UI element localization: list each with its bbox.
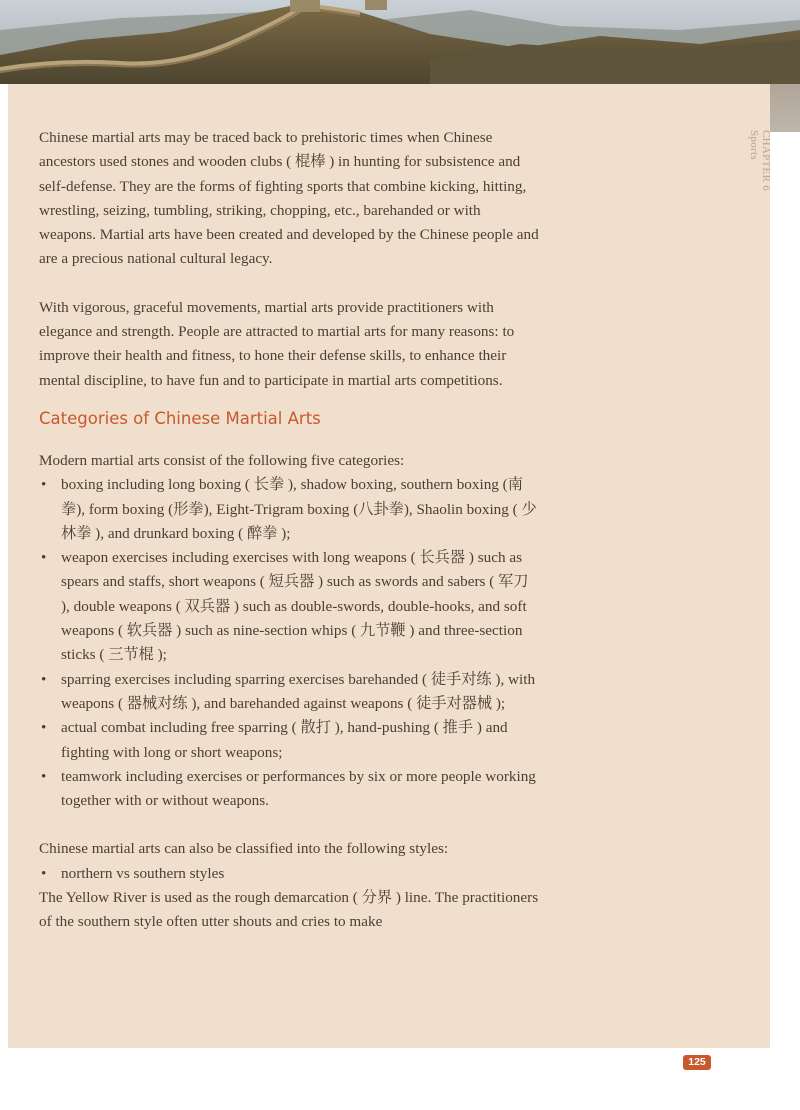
- chapter-label: CHAPTER 6: [760, 130, 772, 192]
- chapter-tab: [748, 130, 772, 230]
- list-item: • boxing including long boxing ( 长拳 ), shadow boxing, southern boxing (南拳), form boxing (形拳), Eight-Trigram boxing (八卦拳), Shaolin boxing ( 少林拳 ), and drunkard boxing ( 醉拳 );: [39, 473, 539, 546]
- section-heading: Categories of Chinese Martial Arts: [39, 408, 321, 428]
- list-item: • sparring exercises including sparring exercises barehanded ( 徒手对练 ), with weapons ( 器械对练 ), and barehanded against weapons ( 徒手对器械 );: [39, 668, 539, 717]
- page-edge-shadow: [770, 84, 800, 132]
- list-item: • northern vs southern styles: [39, 862, 539, 886]
- great-wall-photo: [0, 0, 800, 84]
- list-item: • teamwork including exercises or performances by six or more people working together with or without weapons.: [39, 765, 539, 814]
- chapter-section-label: Sports: [748, 130, 760, 160]
- intro-paragraph-1: Chinese martial arts may be traced back to prehistoric times when Chinese ancestors used stones and wooden clubs ( 棍棒 ) in hunting for subsistence and self-defense. They are the forms of fighting sports that combine kicking, hitting, wrestling, seizing, tumbling, striking, chopping, etc., barehanded or with weapons. Martial arts have been created and developed by the Chinese people and are a precious national cultural legacy.: [39, 129, 539, 268]
- intro-paragraph-2: With vigorous, graceful movements, martial arts provide practitioners with elegance and strength. People are attracted to martial arts for many reasons: to improve their health and fitness, to hone their defense skills, to enhance their mental discipline, to have fun and to participate in martial arts competitions.: [39, 298, 515, 389]
- list-item: • actual combat including free sparring ( 散打 ), hand-pushing ( 推手 ) and fighting with long or short weapons;: [39, 716, 539, 765]
- body-text: [39, 126, 539, 935]
- styles-intro: Chinese martial arts can also be classified into the following styles:: [39, 840, 449, 858]
- categories-intro: Modern martial arts consist of the following five categories:: [39, 451, 405, 469]
- styles-paragraph: The Yellow River is used as the rough demarcation ( 分界 ) line. The practitioners of the southern style often utter shouts and cries to make: [39, 889, 539, 931]
- styles-list: [39, 862, 539, 886]
- categories-list: [39, 473, 539, 813]
- list-item: • weapon exercises including exercises with long weapons ( 长兵器 ) such as spears and staffs, short weapons ( 短兵器 ) such as swords and sabers ( 军刀 ), double weapons ( 双兵器 ) such as double-swords, double-hooks, and soft weapons ( 软兵器 ) such as nine-section whips ( 九节鞭 ) and three-section sticks ( 三节棍 );: [39, 546, 539, 667]
- page-number: 125: [683, 1055, 711, 1070]
